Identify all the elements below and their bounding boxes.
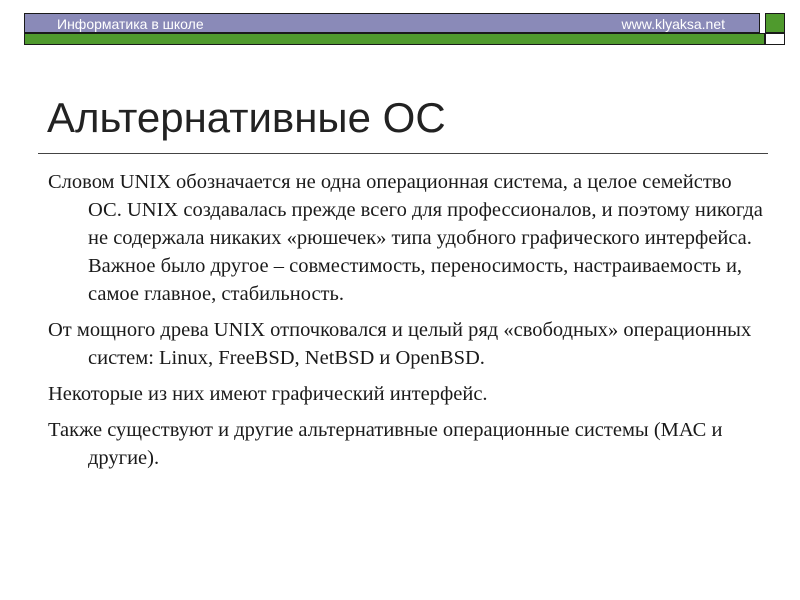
paragraph-gui: Некоторые из них имеют графический интерфейс.	[48, 383, 488, 405]
slide-title: Альтернативные ОС	[47, 94, 446, 141]
decorative-square-white	[765, 33, 785, 45]
decorative-square-green	[765, 13, 785, 33]
site-url[interactable]: www.klyaksa.net	[621, 16, 725, 32]
decorative-green-bar	[24, 33, 765, 45]
slide-body	[48, 168, 768, 480]
paragraph-unix: Словом UNIX обозначается не одна операционная система, а целое семейство ОС. UNIX создавалась прежде всего для профессионалов, и поэтому никогда не содержала никаких «рюшечек» типа удобного графического интерфейса. Важное было другое – совместимость, переносимость, настраиваемость и, самое главное, стабильность.	[48, 171, 763, 305]
paragraph-free-systems: От мощного древа UNIX отпочковался и целый ряд «свободных» операционных систем: Linux, FreeBSD, NetBSD и OpenBSD.	[48, 319, 752, 369]
paragraph-other-systems: Также существуют и другие альтернативные операционные системы (МАС и другие).	[48, 419, 723, 469]
title-divider	[38, 153, 768, 154]
site-name: Информатика в школе	[57, 16, 204, 32]
header-banner	[24, 13, 760, 33]
